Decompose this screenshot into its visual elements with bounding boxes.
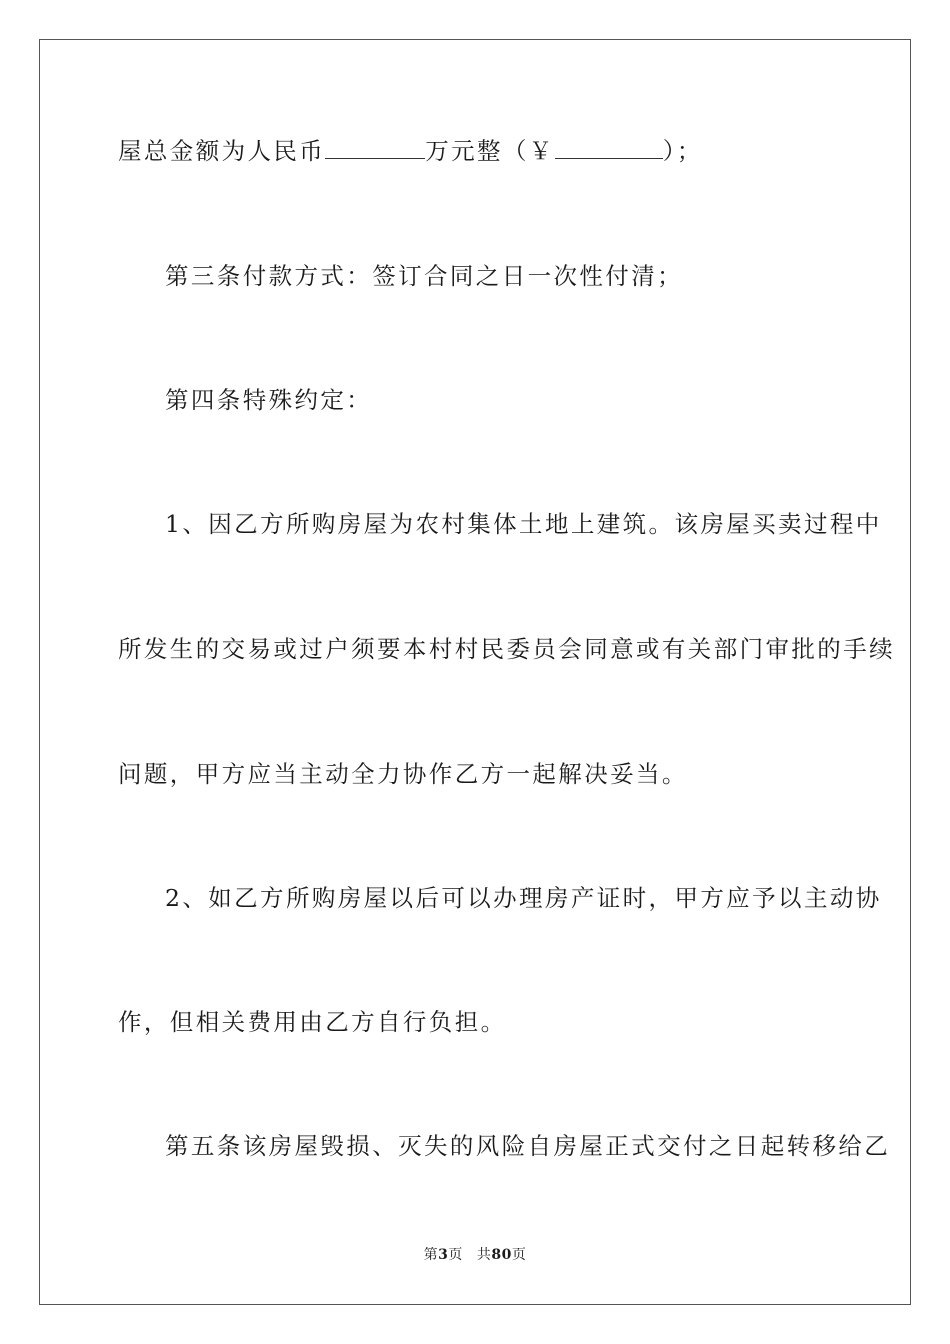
item-1-line-2: 所发生的交易或过户须要本村村民委员会同意或有关部门审批的手续 xyxy=(118,635,895,663)
footer-total-pages: 80 xyxy=(491,1247,512,1263)
footer-page-suffix: 页 xyxy=(448,1247,463,1263)
page-border xyxy=(39,39,911,1305)
footer-page-number: 3 xyxy=(438,1247,449,1263)
item-2-line-2: 作，但相关费用由乙方自行负担。 xyxy=(118,1008,507,1036)
article-4-heading: 第四条特殊约定： xyxy=(165,386,373,414)
amount-text-start: 屋总金额为人民币 xyxy=(118,137,326,165)
footer-total-suffix: 页 xyxy=(511,1247,527,1263)
amount-blank-field xyxy=(325,136,425,159)
item-2-line-1: 2、如乙方所购房屋以后可以办理房产证时，甲方应予以主动协 xyxy=(165,884,882,912)
amount-line xyxy=(118,136,703,166)
article-5-line-1: 第五条该房屋毁损、灭失的风险自房屋正式交付之日起转移给乙 xyxy=(165,1132,891,1160)
amount-text-mid: 万元整（￥ xyxy=(425,137,555,165)
article-3-text: 第三条付款方式：签订合同之日一次性付清； xyxy=(165,262,683,290)
item-1-line-3: 问题，甲方应当主动全力协作乙方一起解决妥当。 xyxy=(118,760,688,788)
item-1-line-1: 1、因乙方所购房屋为农村集体土地上建筑。该房屋买卖过程中 xyxy=(165,510,882,538)
footer-total-prefix: 共 xyxy=(476,1247,492,1263)
footer-page-prefix: 第 xyxy=(423,1247,439,1263)
amount-text-end: ）； xyxy=(662,137,703,165)
page-footer xyxy=(0,1245,950,1265)
amount-yuan-blank-field xyxy=(555,136,663,159)
